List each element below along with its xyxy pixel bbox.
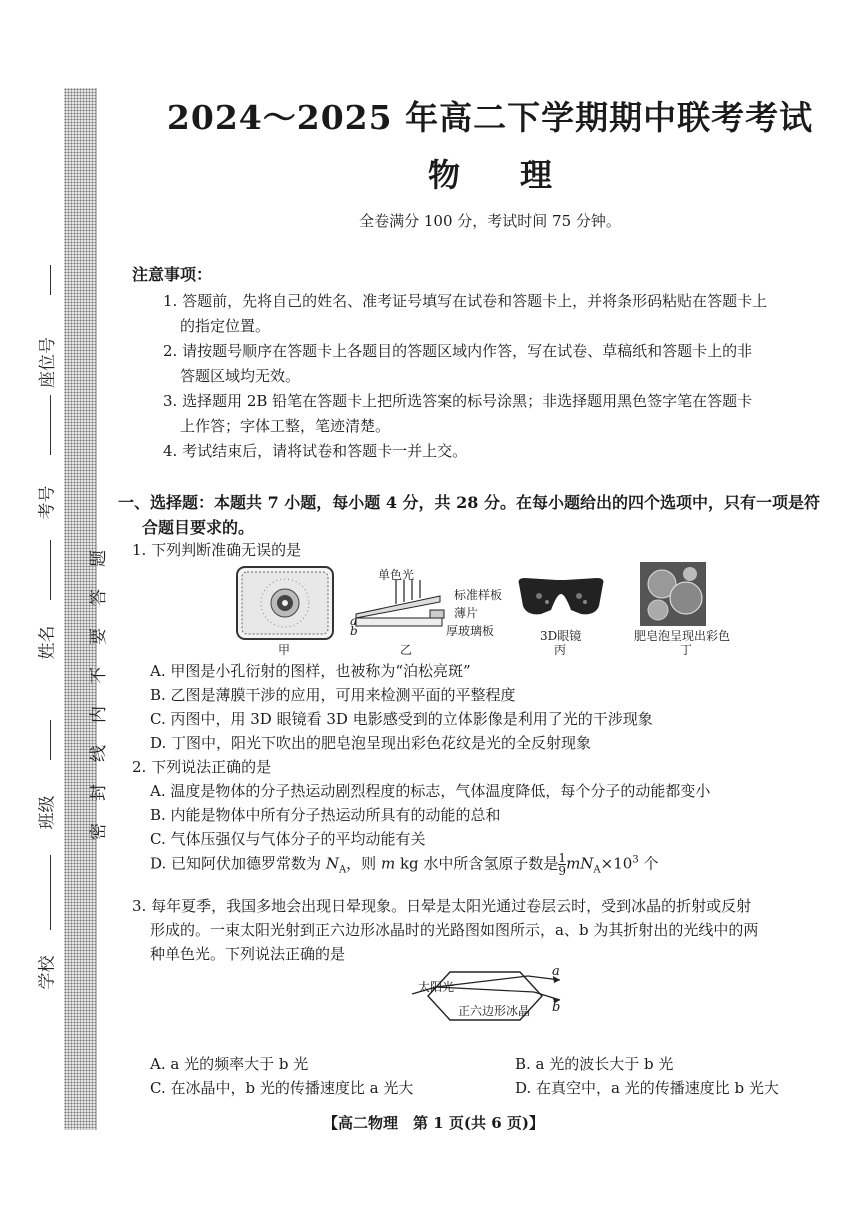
q3-option-b: B. a 光的波长大于 b 光	[515, 1055, 674, 1073]
notice-item-2-cont: 答题区域均无效。	[180, 367, 301, 385]
q1-stem: 1. 下列判断准确无误的是	[132, 541, 302, 559]
q1-option-c: C. 丙图中，用 3D 眼镜看 3D 电影感受到的立体影像是利用了光的干涉现象	[150, 710, 653, 728]
q3-ray-a-label: a	[552, 964, 560, 979]
q2-option-b: B. 内能是物体中所有分子热运动所具有的动能的总和	[150, 806, 501, 824]
q3-stem-line3: 种单色光。下列说法正确的是	[150, 945, 346, 963]
subject-title: 物理	[427, 156, 612, 194]
full-score-note: 全卷满分 100 分，考试时间 75 分钟。	[359, 212, 621, 230]
q2-option-d: D. 已知阿伏加德罗常数为 $N_A$，则 m kg 水中所含氢原子数是 $\frac{1}{9}$ $mN_A\times 10^3$ 个	[150, 851, 659, 878]
q1-option-a: A. 甲图是小孔衍射的图样，也被称为“泊松亮斑”	[150, 662, 471, 680]
seat-blank-line	[50, 265, 51, 295]
seat-label: 座位号	[38, 337, 58, 388]
q3-ray-b-label: b	[552, 1000, 561, 1015]
q3-sunlight-label: 太阳光	[418, 980, 455, 994]
q3-stem-line1: 3. 每年夏季，我国多地会出现日晕现象。日晕是太阳光通过卷层云时，受到冰晶的折射或反射	[132, 897, 752, 915]
q3-option-d: D. 在真空中，a 光的传播速度比 b 光大	[515, 1079, 779, 1097]
q1-fig-bing-caption: 丙	[554, 643, 567, 657]
q1-fig-yi-caption: 乙	[400, 643, 413, 657]
section-heading-line1: 一、选择题：本题共 7 小题，每小题 4 分，共 28 分。在每小题给出的四个选项中，只有一项是符	[118, 493, 820, 512]
q3-stem-line2: 形成的。一束太阳光射到正六边形冰晶时的光路图如图所示，a、b 为其折射出的光线中的两	[150, 921, 759, 939]
q1-std-plate-label: 标准样板	[454, 588, 503, 602]
q1-fig-ding-caption: 丁	[680, 643, 693, 657]
notice-item-2: 2. 请按题号顺序在答题卡上各题目的答题区域内作答，写在试卷、草稿纸和答题卡上的非	[163, 342, 753, 360]
q1-thick-glass-label: 厚玻璃板	[446, 624, 495, 638]
school-blank-line	[50, 855, 51, 930]
q1-figure-ding	[640, 562, 706, 626]
q1-soap-bubble-label: 肥皂泡呈现出彩色	[634, 629, 731, 643]
exam-number-blank-line	[50, 395, 51, 455]
notice-heading: 注意事项：	[132, 265, 213, 284]
notice-item-3-cont: 上作答；字体工整，笔迹清楚。	[180, 417, 391, 435]
q1-mono-light-label: 单色光	[378, 568, 415, 582]
q1-3d-glasses-label: 3D眼镜	[540, 629, 582, 643]
section-heading	[118, 490, 820, 540]
q3-crystal-label: 正六边形冰晶	[458, 1004, 531, 1018]
q1-fig-jia-caption: 甲	[278, 643, 291, 657]
notice-item-4: 4. 考试结束后，请将试卷和答题卡一并上交。	[163, 442, 468, 460]
name-blank-line	[50, 540, 51, 600]
exam-title: 2024～2025 年高二下学期期中联考考试	[166, 98, 814, 137]
name-label: 姓名	[37, 625, 58, 660]
page-footer: 【高二物理 第 1 页(共 6 页)】	[323, 1114, 544, 1132]
q2-stem: 2. 下列说法正确的是	[132, 758, 272, 776]
notice-item-1-cont: 的指定位置。	[180, 317, 271, 335]
q1-a-label: a	[350, 614, 358, 628]
q1-figure-jia	[236, 566, 334, 640]
q1-thin-sheet-label: 薄片	[454, 606, 479, 620]
exam-number-label: 考号	[37, 485, 58, 520]
q3-option-a: A. a 光的频率大于 b 光	[150, 1055, 309, 1073]
q1-b-label: b	[350, 624, 358, 638]
q1-option-b: B. 乙图是薄膜干涉的应用，可用来检测平面的平整程度	[150, 686, 516, 704]
q2-option-c: C. 气体压强仅与气体分子的平均动能有关	[150, 830, 426, 848]
section-heading-line2: 合题目要求的。	[142, 518, 255, 537]
notice-item-1: 1. 答题前，先将自己的姓名、准考证号填写在试卷和答题卡上，并将条形码粘贴在答题卡上	[163, 292, 768, 310]
class-label: 班级	[37, 795, 58, 830]
q3-option-c: C. 在冰晶中，b 光的传播速度比 a 光大	[150, 1079, 414, 1097]
notice-item-3: 3. 选择题用 2B 铅笔在答题卡上把所选答案的标号涂黑；非选择题用黑色签字笔在答题卡	[163, 392, 753, 410]
q2-fraction: $\frac{1}{9}$	[558, 851, 567, 878]
sealing-warning: 密封线内不要答题	[89, 528, 109, 840]
school-label: 学校	[37, 955, 58, 990]
class-blank-line	[50, 720, 51, 760]
q1-figure-bing	[515, 576, 607, 620]
q1-option-d: D. 丁图中，阳光下吹出的肥皂泡呈现出彩色花纹是光的全反射现象	[150, 734, 592, 752]
q2-option-a: A. 温度是物体的分子热运动剧烈程度的标志，气体温度降低，每个分子的动能都变小	[150, 782, 711, 800]
